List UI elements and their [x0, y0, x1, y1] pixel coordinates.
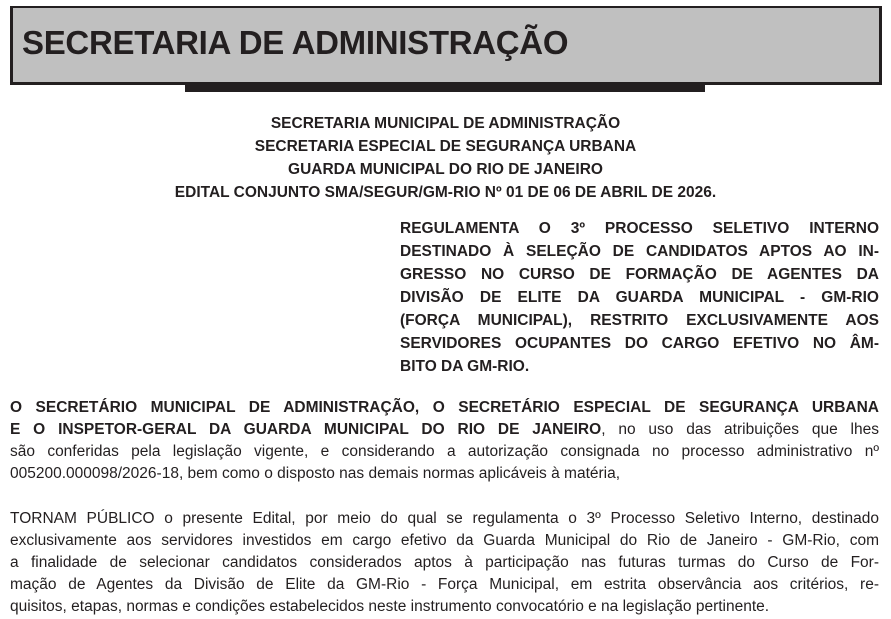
heading-line-guarda-municipal: GUARDA MUNICIPAL DO RIO DE JANEIRO	[288, 161, 603, 178]
ementa-line: BITO DA GM-RIO.	[400, 358, 530, 375]
preamble-authorities-bold: O SECRETÁRIO MUNICIPAL DE ADMINISTRAÇÃO, O SECRETÁRIO ESPECIAL DE SEGURANÇA URBANA	[10, 399, 879, 416]
ementa-line: (FORÇA MUNICIPAL), RESTRITO EXCLUSIVAMENTE AOS	[400, 312, 879, 329]
body-line: mação de Agentes da Divisão de Elite da GM-Rio - Força Municipal, em estrita observância aos critérios, re-	[10, 576, 879, 593]
preamble-paragraph	[10, 397, 879, 485]
ementa-block	[400, 217, 879, 378]
body-line: TORNAM PÚBLICO o presente Edital, por meio do qual se regulamenta o 3º Processo Seletivo Interno, destinado	[10, 510, 879, 527]
heading-line-edital-title: EDITAL CONJUNTO SMA/SEGUR/GM-RIO Nº 01 DE 06 DE ABRIL DE 2026.	[174, 184, 717, 201]
ementa-line: SERVIDORES OCUPANTES DO CARGO EFETIVO NO ÂM-	[400, 335, 879, 352]
header-underline-bar	[185, 84, 705, 92]
preamble-line	[10, 419, 879, 441]
body-line: quisitos, etapas, normas e condições estabelecidos neste instrumento convocatório e na legislação pertinente.	[10, 598, 770, 615]
ementa-line: DESTINADO À SELEÇÃO DE CANDIDATOS APTOS AO IN-	[400, 243, 879, 260]
preamble-line: são conferidas pela legislação vigente, e considerando a autorização consignada no processo administrativo nº	[10, 443, 879, 460]
heading-line-secretaria-administracao: SECRETARIA MUNICIPAL DE ADMINISTRAÇÃO	[270, 115, 621, 132]
preamble-line: 005200.000098/2026-18, bem como o disposto nas demais normas aplicáveis à matéria,	[10, 465, 621, 482]
preamble-line	[10, 397, 879, 419]
preamble-text: , no uso das atribuições que lhes	[601, 421, 879, 438]
body-paragraph	[10, 508, 879, 618]
heading-line-secretaria-seguranca: SECRETARIA ESPECIAL DE SEGURANÇA URBANA	[254, 138, 637, 155]
ementa-line: REGULAMENTA O 3º PROCESSO SELETIVO INTERNO	[400, 220, 879, 237]
body-line: exclusivamente aos servidores investidos em cargo efetivo da Guarda Municipal do Rio de Janeiro - GM-Rio, com	[10, 532, 879, 549]
edital-heading	[0, 112, 891, 204]
ementa-line: DIVISÃO DE ELITE DA GUARDA MUNICIPAL - GM-RIO	[400, 289, 879, 306]
section-header-title: SECRETARIA DE ADMINISTRAÇÃO	[22, 24, 569, 61]
preamble-inspector-bold: E O INSPETOR-GERAL DA GUARDA MUNICIPAL DO RIO DE JANEIRO	[10, 421, 602, 438]
ementa-line: GRESSO NO CURSO DE FORMAÇÃO DE AGENTES DA	[400, 266, 879, 283]
body-line: a finalidade de selecionar candidatos considerados aptos à participação nas futuras turmas do Curso de For-	[10, 554, 879, 571]
section-header-box	[10, 6, 882, 85]
